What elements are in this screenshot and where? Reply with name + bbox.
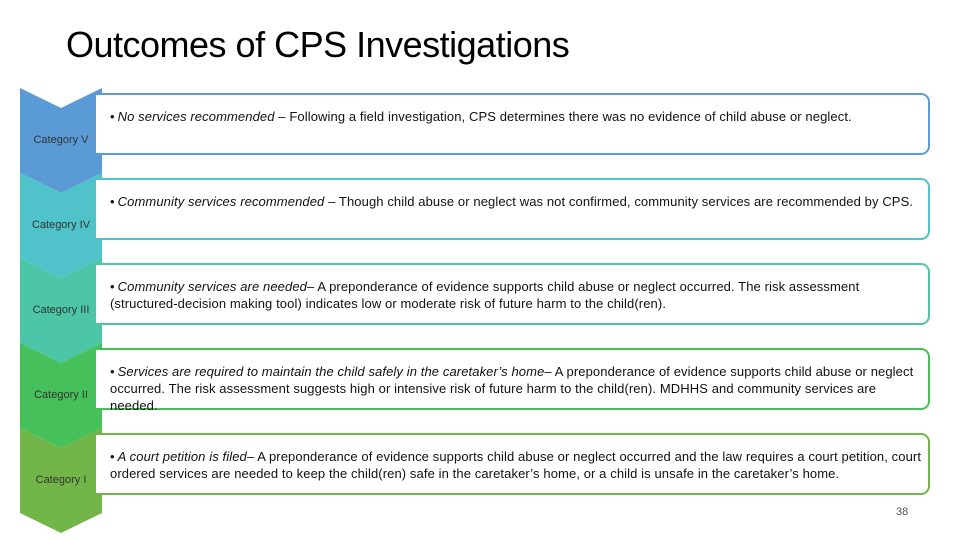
outcome-description — [110, 448, 924, 482]
bullet-icon: • — [110, 279, 115, 294]
outcome-text: A preponderance of evidence supports child abuse or neglect occurred. The risk assessment suggests high or intensive risk of future harm to the child(ren). MDHHS and community services are needed. — [110, 364, 914, 413]
outcome-text: Following a field investigation, CPS determines there was no evidence of child abuse or neglect. — [289, 109, 852, 124]
page-number: 38 — [896, 506, 909, 518]
outcome-description — [110, 193, 924, 210]
outcome-separator: – — [324, 194, 339, 209]
outcome-separator: – — [544, 364, 555, 379]
outcome-description-box — [96, 93, 930, 155]
outcome-separator: – — [246, 449, 258, 464]
outcome-lead: No services recommended — [117, 109, 275, 124]
category-label: Category V — [33, 134, 89, 146]
outcome-description-box — [96, 348, 930, 413]
bullet-icon: • — [110, 194, 115, 209]
outcome-description-box — [96, 178, 930, 240]
outcome-text: Though child abuse or neglect was not confirmed, community services are recommended by CPS. — [338, 194, 914, 209]
category-label: Category I — [35, 474, 87, 486]
outcome-lead: A court petition is filed — [117, 449, 247, 464]
outcome-separator: – — [306, 279, 318, 294]
outcome-description-box — [96, 433, 930, 495]
category-label: Category II — [34, 389, 88, 401]
outcome-description — [110, 108, 924, 125]
bullet-icon: • — [110, 109, 115, 124]
bullet-icon: • — [110, 449, 115, 464]
outcome-description — [110, 278, 924, 312]
outcome-text: A preponderance of evidence supports child abuse or neglect occurred. The risk assessment (structured-decision making tool) indicates low or moderate risk of future harm to the child(ren). — [110, 279, 860, 311]
outcome-separator: – — [274, 109, 290, 124]
category-label: Category III — [32, 304, 90, 316]
outcome-description — [110, 363, 924, 414]
outcome-text: A preponderance of evidence supports child abuse or neglect occurred and the law requires a court petition, court ordered services are needed to keep the child(ren) safe in the caretaker’s home, or a child is unsafe in the caretaker’s home. — [110, 449, 922, 481]
outcome-lead: Community services are needed — [117, 279, 307, 294]
category-label: Category IV — [31, 219, 91, 231]
outcome-lead: Community services recommended — [117, 194, 325, 209]
page-title: Outcomes of CPS Investigations — [66, 24, 570, 65]
outcome-description-box — [96, 263, 930, 325]
bullet-icon: • — [110, 364, 115, 379]
outcome-lead: Services are required to maintain the child safely in the caretaker’s home — [117, 364, 545, 379]
